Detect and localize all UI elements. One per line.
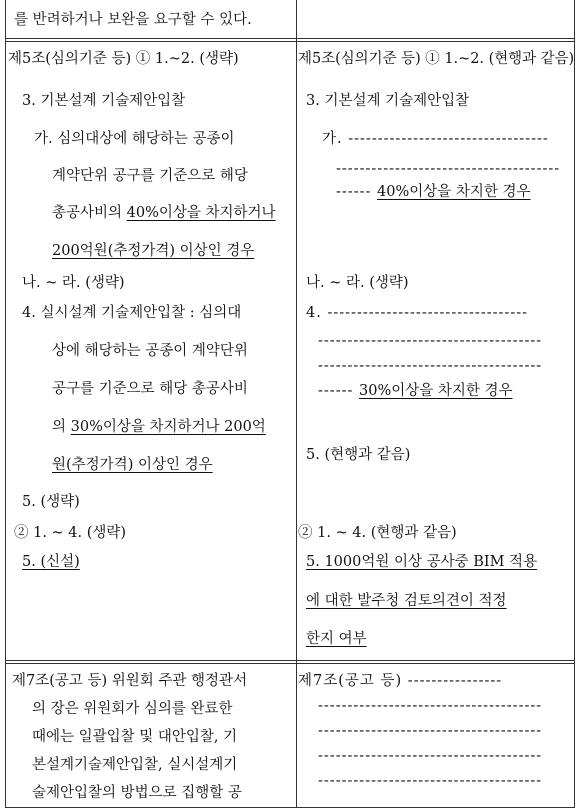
art5-left-ga-line4: 200억원(추정가격) 이상인 경우 xyxy=(52,243,255,259)
art5-left-item4-line5: 원(추정가격) 이상인 경우 xyxy=(52,457,213,473)
art7-right-line2: -------------------------------------- xyxy=(318,698,543,714)
art7-left-line2: 의 장은 위원회가 심의를 완료한 xyxy=(32,701,233,717)
art5-right-na: 나. ~ 라. (생략) xyxy=(306,275,409,291)
art7-right-line5: -------------------------------------- xyxy=(318,773,543,789)
art5-right-item3: 3. 기본설계 기술제안입찰 xyxy=(306,93,470,109)
art5-left-ga-line2: 계약단위 공구를 기준으로 해당 xyxy=(52,168,248,184)
art5-left-p2: ② 1. ~ 4. (생략) xyxy=(14,525,127,541)
art5-right-item4-line2: -------------------------------------- xyxy=(318,333,543,349)
art5-right-item4-line4: ------ 30%이상을 차지한 경우 xyxy=(318,383,513,399)
art5-left-item4-line2: 상에 해당하는 공종이 계약단위 xyxy=(52,343,248,359)
art5-right-p2-item5-line2: 에 대한 발주청 검토의견이 적정 xyxy=(306,593,507,609)
art5-right-ga-line3: ------ 40%이상을 차지한 경우 xyxy=(336,184,531,200)
art5-right-item5: 5. (현행과 같음) xyxy=(306,447,411,463)
art7-left-line1: 제7조(공고 등) 위원회 주관 행정관서 xyxy=(12,673,248,689)
art7-right-line1: 제7조(공고 등) ---------------- xyxy=(298,673,503,689)
column-divider xyxy=(296,0,297,808)
art5-right-ga-line2: -------------------------------------- xyxy=(336,161,561,177)
art7-right-line3: -------------------------------------- xyxy=(318,723,543,739)
art5-left-item4-line4: 의 30%이상을 차지하거나 200억 xyxy=(52,419,266,435)
art5-left-ga-line1: 가. 심의대상에 해당하는 공종이 xyxy=(34,131,235,147)
top-row-text: 를 반려하거나 보완을 요구할 수 있다. xyxy=(14,12,252,28)
art5-left-item5: 5. (생략) xyxy=(22,494,80,510)
art5-left-p2-item5: 5. (신설) xyxy=(22,554,80,570)
art7-right-line4: -------------------------------------- xyxy=(318,748,543,764)
art5-right-header: 제5조(심의기준 등) ① 1.~2. (현행과 같음) xyxy=(298,51,575,67)
art5-left-item4-line3: 공구를 기준으로 해당 총공사비 xyxy=(52,381,248,397)
art5-right-item4-line3: -------------------------------------- xyxy=(318,358,543,374)
art5-left-header: 제5조(심의기준 등) ① 1.~2. (생략) xyxy=(8,51,239,67)
art5-right-p2: ② 1. ~ 4. (현행과 같음) xyxy=(298,525,457,541)
row-divider-top xyxy=(6,38,574,42)
art5-left-item3: 3. 기본설계 기술제안입찰 xyxy=(22,93,186,109)
art7-left-line3: 때에는 일괄입찰 및 대안입찰, 기 xyxy=(32,729,238,745)
art5-right-p2-item5-line1: 5. 1000억원 이상 공사중 BIM 적용 xyxy=(306,554,538,570)
art5-left-na: 나. ~ 라. (생략) xyxy=(22,275,125,291)
art5-left-item4-line1: 4. 실시설계 기술제안입찰 : 심의대 xyxy=(22,305,242,321)
art7-left-line4: 본설계기술제안입찰, 실시설계기 xyxy=(32,757,238,773)
art5-left-ga-line3: 총공사비의 40%이상을 차지하거나 xyxy=(52,205,276,221)
art5-right-item4-line1: 4. ---------------------------------- xyxy=(306,305,529,321)
art5-right-p2-item5-line3: 한지 여부 xyxy=(306,631,367,647)
row-divider-art7 xyxy=(6,660,574,664)
art5-right-ga-line1: 가. ---------------------------------- xyxy=(322,131,549,147)
art7-left-line5: 술제안입찰의 방법으로 집행할 공 xyxy=(32,785,242,801)
